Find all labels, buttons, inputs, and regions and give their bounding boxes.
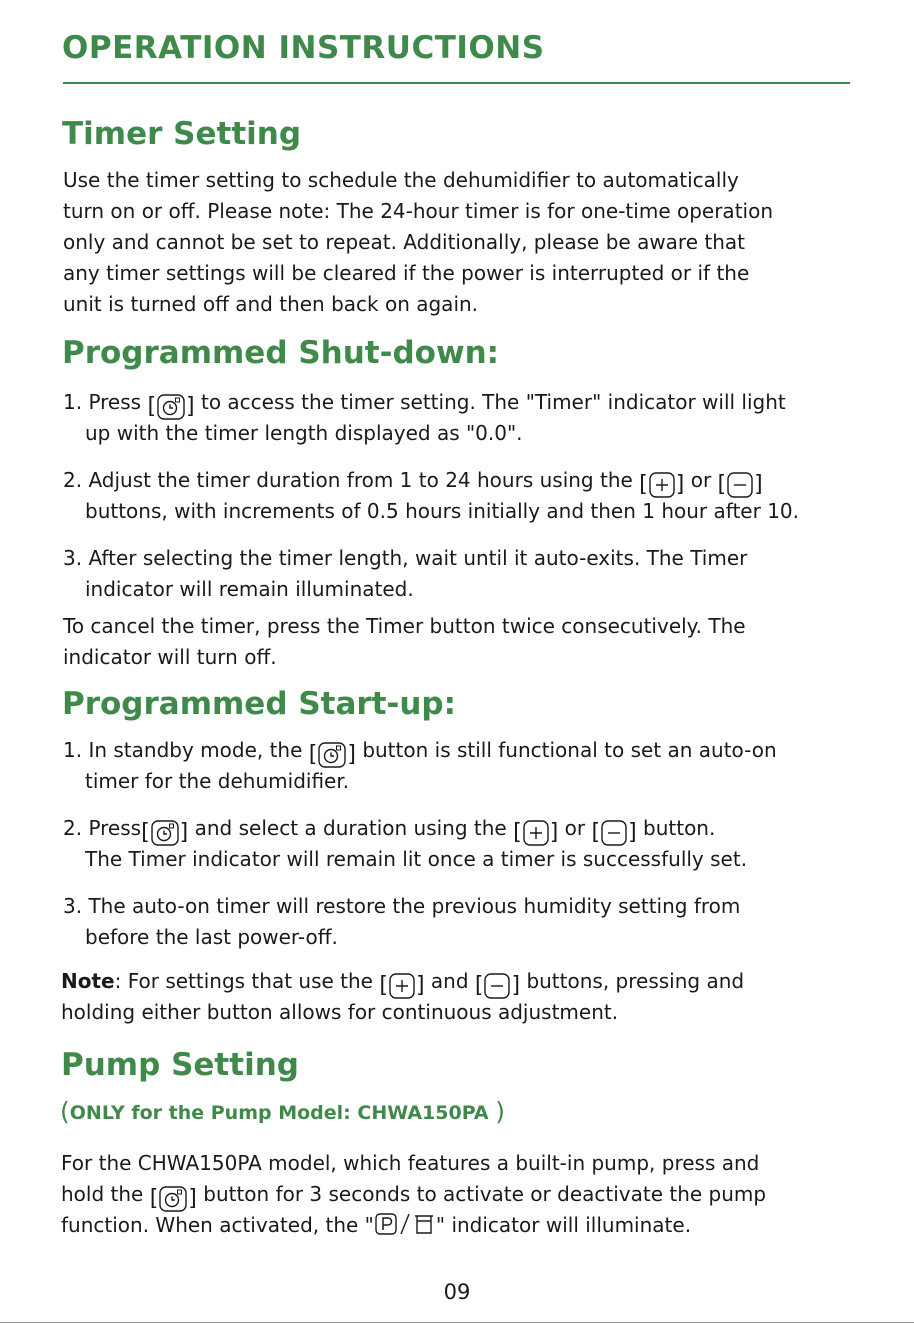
step-text: to access the timer setting. The "Timer" indicator will light [200,390,786,414]
pump-model-note: ONLY for the Pump Model: CHWA150PA [69,1102,496,1124]
paren-open: ( [60,1097,70,1126]
text-line: For the CHWA150PA model, which features a built-in pump, press and [61,1151,760,1175]
text-line: To cancel the timer, press the Timer button twice consecutively. The [63,614,746,638]
bottom-divider [0,1322,914,1323]
timer-button-symbol: [ ] [308,742,356,767]
timer-clock-icon [157,394,185,420]
step-text: button is still functional to set an auto-on [362,738,777,762]
step-text: and select a duration using the [194,816,507,840]
plus-button-symbol: [ ] [379,973,425,998]
text-line: indicator will turn off. [63,645,277,669]
pump-paragraph [61,1148,766,1241]
minus-icon [484,973,510,999]
step-text: 1. In standby mode, the [63,738,303,762]
shutdown-step-2 [63,465,799,527]
startup-step-2 [63,813,747,875]
pump-model-subheading [60,1097,505,1126]
text-line: any timer settings will be cleared if the power is interrupted or if the [63,261,750,285]
bucket-icon [413,1212,435,1236]
text-line: " indicator will illuminate. [435,1213,692,1237]
note-text: : For settings that use the [114,969,373,993]
step-text: up with the timer length displayed as "0.0". [85,421,523,445]
step-text: indicator will remain illuminated. [85,577,414,601]
text-line: unit is turned off and then back on again. [63,292,479,316]
timer-intro [63,165,773,320]
step-text: The Timer indicator will remain lit once a timer is successfully set. [85,847,748,871]
note-text: buttons, pressing and [526,969,745,993]
step-text: 2. Press [63,816,142,840]
pump-indicator-symbol [374,1212,436,1236]
text-line: only and cannot be set to repeat. Additionally, please be aware that [63,230,745,254]
minus-icon [727,472,753,498]
step-text: button. [643,816,716,840]
step-text: 3. The auto-on timer will restore the previous humidity setting from [63,894,741,918]
minus-icon [601,820,627,846]
step-text: 2. Adjust the timer duration from 1 to 24 hours using the [63,468,633,492]
step-text: or [690,468,712,492]
shutdown-step-1 [63,387,786,449]
step-text: or [564,816,586,840]
minus-button-symbol: [ ] [474,973,521,998]
text-line: button for 3 seconds to activate or deactivate the pump [203,1182,767,1206]
startup-step-3 [63,891,740,953]
plus-icon [389,973,415,999]
note-text: holding either button allows for continuous adjustment. [61,1000,619,1024]
plus-button-symbol: [ ] [639,472,685,497]
step-text: 1. Press [63,390,142,414]
timer-setting-heading: Timer Setting [62,116,302,152]
step-text: buttons, with increments of 0.5 hours initially and then 1 hour after 10. [85,499,799,523]
text-line: Use the timer setting to schedule the dehumidifier to automatically [63,168,739,192]
page-number: 09 [443,1280,471,1304]
plus-icon [523,820,549,846]
text-line: hold the [61,1182,144,1206]
minus-button-symbol: [ ] [591,820,637,845]
note-label: Note [61,969,115,993]
step-text: timer for the dehumidifier. [85,769,350,793]
timer-clock-icon [318,742,346,768]
timer-clock-icon [151,820,179,846]
timer-button-symbol: [ ] [147,394,195,419]
plus-icon [649,472,675,498]
note-text: and [430,969,469,993]
step-text: before the last power-off. [85,925,338,949]
note-paragraph [61,966,744,1028]
timer-button-symbol: [ ] [141,820,189,845]
minus-button-symbol: [ ] [717,472,763,497]
text-line: turn on or off. Please note: The 24-hour timer is for one-time operation [63,199,773,223]
startup-step-1 [63,735,777,797]
shutdown-step-3 [63,543,747,605]
timer-button-symbol: [ ] [149,1186,197,1211]
plus-button-symbol: [ ] [513,820,559,845]
text-line: function. When activated, the " [61,1213,374,1237]
timer-clock-icon [159,1186,187,1212]
slash-separator-icon [399,1212,411,1236]
pump-p-icon [375,1212,397,1236]
paren-close: ) [495,1097,505,1126]
page-header-title: OPERATION INSTRUCTIONS [62,30,545,66]
step-text: 3. After selecting the timer length, wait until it auto-exits. The Timer [63,546,748,570]
header-divider [63,82,850,84]
cancel-timer-text [63,611,746,673]
startup-heading: Programmed Start-up: [62,686,457,722]
pump-setting-heading: Pump Setting [61,1047,299,1083]
shutdown-heading: Programmed Shut-down: [62,335,500,371]
